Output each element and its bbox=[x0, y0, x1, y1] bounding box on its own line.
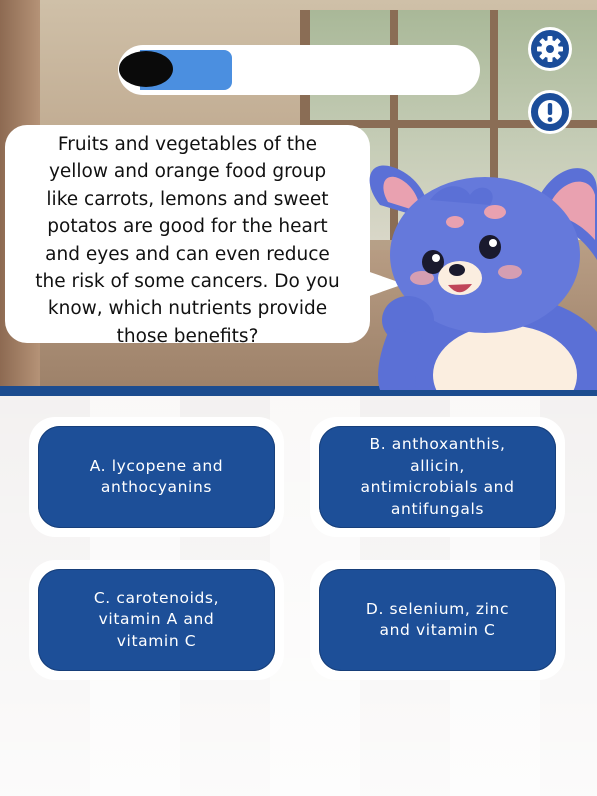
dialogue-line: potatos are good for the heart bbox=[47, 216, 328, 238]
answer-line: D. selenium, zinc bbox=[365, 599, 510, 618]
answer-option-b[interactable] bbox=[310, 417, 565, 537]
answer-line: C. carotenoids, bbox=[93, 588, 220, 607]
dialogue-line: and eyes and can even reduce bbox=[45, 243, 330, 265]
dialogue-line: like carrots, lemons and sweet bbox=[46, 188, 329, 210]
settings-button[interactable] bbox=[528, 27, 572, 71]
answer-line: and vitamin C bbox=[379, 621, 496, 639]
answer-button[interactable] bbox=[319, 426, 556, 528]
answer-line: A. lycopene and bbox=[89, 456, 224, 475]
answer-label bbox=[84, 588, 229, 653]
answer-label bbox=[356, 599, 519, 642]
dialogue-line: those benefits? bbox=[116, 325, 259, 347]
answer-line: antimicrobials and bbox=[360, 478, 515, 496]
answer-label bbox=[80, 456, 234, 499]
answer-option-a[interactable] bbox=[29, 417, 284, 537]
progress-marker-icon bbox=[119, 51, 173, 87]
answer-line: antifungals bbox=[390, 499, 485, 518]
answer-line: B. anthoxanthis, bbox=[369, 435, 506, 453]
answer-line: vitamin C bbox=[116, 631, 197, 650]
mascot-character bbox=[360, 150, 597, 390]
answer-line: vitamin A and bbox=[98, 610, 215, 629]
answer-line: allicin, bbox=[410, 456, 465, 475]
dialogue-line: Fruits and vegetables of the bbox=[57, 134, 318, 155]
answer-option-c[interactable] bbox=[29, 560, 284, 680]
answer-line: anthocyanins bbox=[100, 478, 213, 496]
answer-option-d[interactable] bbox=[310, 560, 565, 680]
dialogue-text bbox=[13, 131, 362, 350]
hint-button[interactable] bbox=[528, 90, 572, 134]
dialogue-line: the risk of some cancers. Do you bbox=[35, 271, 340, 293]
answer-button[interactable] bbox=[38, 569, 275, 671]
gear-icon bbox=[535, 34, 565, 64]
exclamation-icon bbox=[535, 97, 565, 127]
speech-bubble bbox=[5, 125, 370, 347]
answer-label bbox=[350, 434, 524, 520]
answer-button[interactable] bbox=[38, 426, 275, 528]
answer-button[interactable] bbox=[319, 569, 556, 671]
dialogue-line: yellow and orange food group bbox=[48, 161, 327, 183]
dialogue-line: know, which nutrients provide bbox=[47, 298, 328, 320]
